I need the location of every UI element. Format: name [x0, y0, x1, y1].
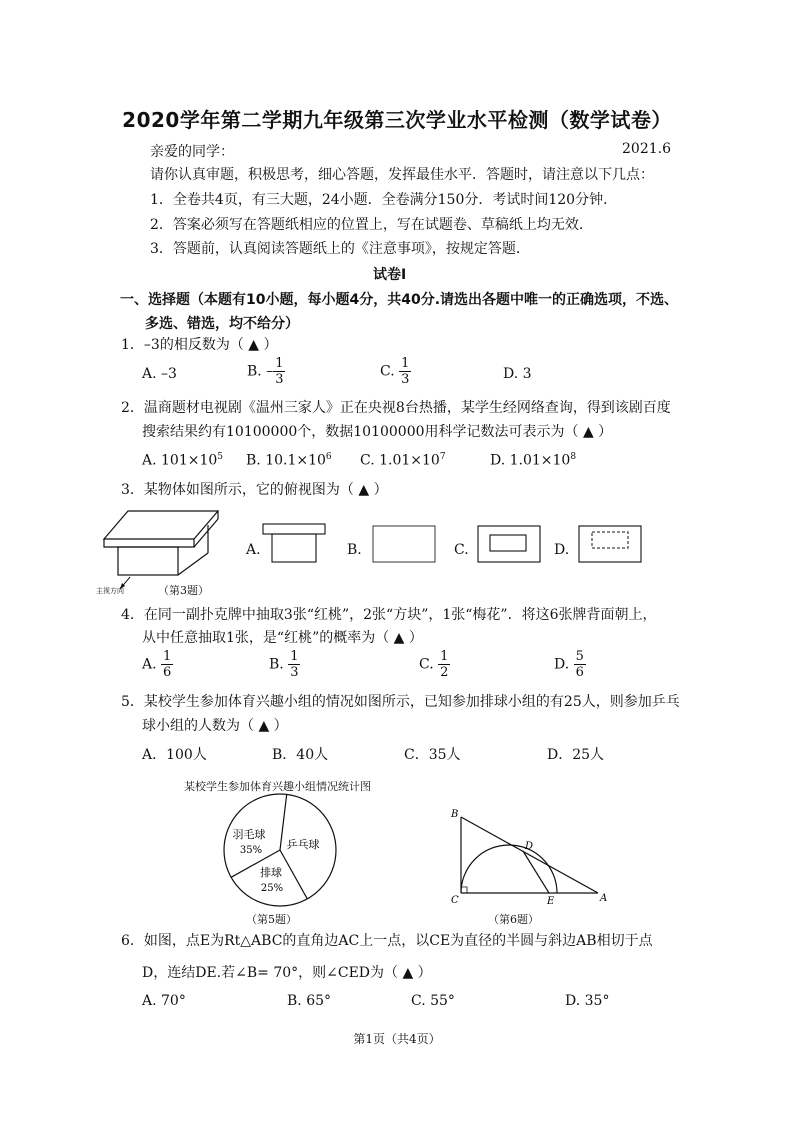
- pie-chart-title: 某校学生参加体育兴趣小组情况统计图: [184, 780, 371, 793]
- q6-option-c: C. 55°: [411, 993, 455, 1009]
- greeting: 亲爱的同学：: [150, 144, 234, 160]
- q3-option-b-label: B.: [347, 542, 362, 558]
- pie-pct-volleyball: 25%: [260, 883, 284, 894]
- pie-slice-boundary-2: [280, 850, 307, 899]
- q2-option-c: C. $1.01\times 10^7$: [360, 452, 446, 469]
- hypotenuse-ab: [461, 817, 598, 893]
- q3-option-d-figure: [578, 525, 642, 563]
- q4-option-a: A. $\frac{1}{6}$: [142, 649, 172, 680]
- q6-stem-line1: 6．如图，点E为Rt△ABC的直角边AC上一点，以CE为直径的半圆与斜边AB相切于点: [121, 933, 653, 949]
- note-2: 2．答案必须写在答题纸相应的位置上，写在试题卷、草稿纸上均无效．: [150, 217, 593, 233]
- q3-option-c-label: C.: [454, 542, 469, 558]
- q4-option-d: D. $\frac{5}{6}$: [554, 649, 584, 680]
- q1-option-a: A. –3: [142, 366, 177, 382]
- section1-heading: 一、选择题（本题有10小题，每小题4分，共40分.请选出各题中唯一的正确选项，不选、: [120, 292, 679, 308]
- pie-label-pingpong: 乒乓球: [286, 838, 320, 851]
- page-footer: 第1页（共4页）: [353, 1032, 441, 1046]
- q5-option-d: D．25人: [547, 747, 605, 763]
- q5-option-a: A．100人: [142, 747, 207, 763]
- paper-label: 试卷Ⅰ: [373, 267, 407, 283]
- q2-option-a: A. $101\times 10^5$: [142, 452, 224, 469]
- point-e-label: E: [547, 896, 555, 907]
- exam-date: 2021.6: [622, 141, 671, 157]
- page-title: 2020学年第二学期九年级第三次学业水平检测（数学试卷）: [122, 108, 672, 132]
- q6-option-a: A. 70°: [142, 993, 186, 1009]
- note-1: 1．全卷共4页，有三大题，24小题．全卷满分150分．考试时间120分钟．: [150, 192, 618, 208]
- pie-pct-badminton: 35%: [239, 845, 263, 856]
- right-angle-mark: [461, 887, 467, 893]
- q2-option-b: B. $10.1\times 10^6$: [246, 452, 332, 469]
- q5-stem-line1: 5．某校学生参加体育兴趣小组的情况如图所示，已知参加排球小组的有25人，则参加乒乓: [121, 694, 680, 710]
- q3-view-direction-label: 主视方向: [96, 587, 124, 595]
- q3-option-a-label: A.: [246, 542, 261, 558]
- intro-text: 请你认真审题，积极思考，细心答题，发挥最佳水平．答题时，请注意以下几点：: [150, 167, 654, 183]
- q6-option-d: D. 35°: [565, 993, 610, 1009]
- q5-caption: （第5题）: [246, 913, 297, 926]
- q3-option-d-label: D.: [554, 542, 570, 558]
- section1-heading-cont: 多选、错选，均不给分）: [145, 316, 299, 332]
- q5-option-c: C．35人: [404, 747, 461, 763]
- point-c-label: C: [451, 895, 459, 906]
- q2-stem-line1: 2．温商题材电视剧《温州三家人》正在央视8台热播，某学生经网络查询，得到该剧百度: [121, 400, 671, 416]
- point-d-label: D: [525, 841, 534, 852]
- q4-stem-line2: 从中任意抽取1张，是“红桃”的概率为（ ▲ ）: [142, 630, 423, 646]
- q3-option-c-figure: [477, 525, 541, 563]
- point-a-label: A: [600, 893, 608, 904]
- q1-option-c: C. $\frac{1}{3}$: [380, 356, 410, 387]
- q2-option-d: D. $1.01\times 10^8$: [490, 452, 577, 469]
- q3-caption: （第3题）: [158, 584, 209, 597]
- pie-label-badminton: 羽毛球: [232, 828, 266, 841]
- note-3: 3．答题前，认真阅读答题纸上的《注意事项》，按规定答题．: [150, 241, 530, 257]
- semicircle: [461, 845, 557, 893]
- pie-label-volleyball: 排球: [260, 866, 282, 879]
- q6-caption: （第6题）: [488, 913, 539, 926]
- q6-geometry-figure: [443, 805, 613, 907]
- q1-stem: 1．–3的相反数为（ ▲ ）: [121, 337, 278, 353]
- q6-stem-line2: D，连结DE.若∠B= 70°，则∠CED为（ ▲ ）: [142, 965, 432, 981]
- q2-stem-line2: 搜索结果约有10100000个，数据10100000用科学记数法可表示为（ ▲ ）: [142, 424, 613, 440]
- pie-chart: [215, 792, 345, 908]
- q1-option-d: D. 3: [503, 366, 532, 382]
- q3-stem: 3．某物体如图所示，它的俯视图为（ ▲ ）: [121, 482, 388, 498]
- q3-option-b-figure: [372, 525, 436, 563]
- q6-option-b: B. 65°: [287, 993, 332, 1009]
- q4-option-c: C. $\frac{1}{2}$: [419, 649, 449, 680]
- q4-stem-line1: 4．在同一副扑克牌中抽取3张“红桃”，2张“方块”，1张“梅花”．将这6张牌背面朝上，: [121, 607, 657, 623]
- q3-option-a-figure: [262, 523, 327, 565]
- q4-option-b: B. $\frac{1}{3}$: [269, 649, 299, 680]
- q1-option-b: B. – $\frac{1}{3}$: [247, 356, 284, 387]
- q5-stem-line2: 球小组的人数为（ ▲ ）: [142, 718, 288, 734]
- point-b-label: B: [451, 809, 459, 820]
- segment-de: [523, 851, 549, 893]
- q5-option-b: B．40人: [272, 747, 329, 763]
